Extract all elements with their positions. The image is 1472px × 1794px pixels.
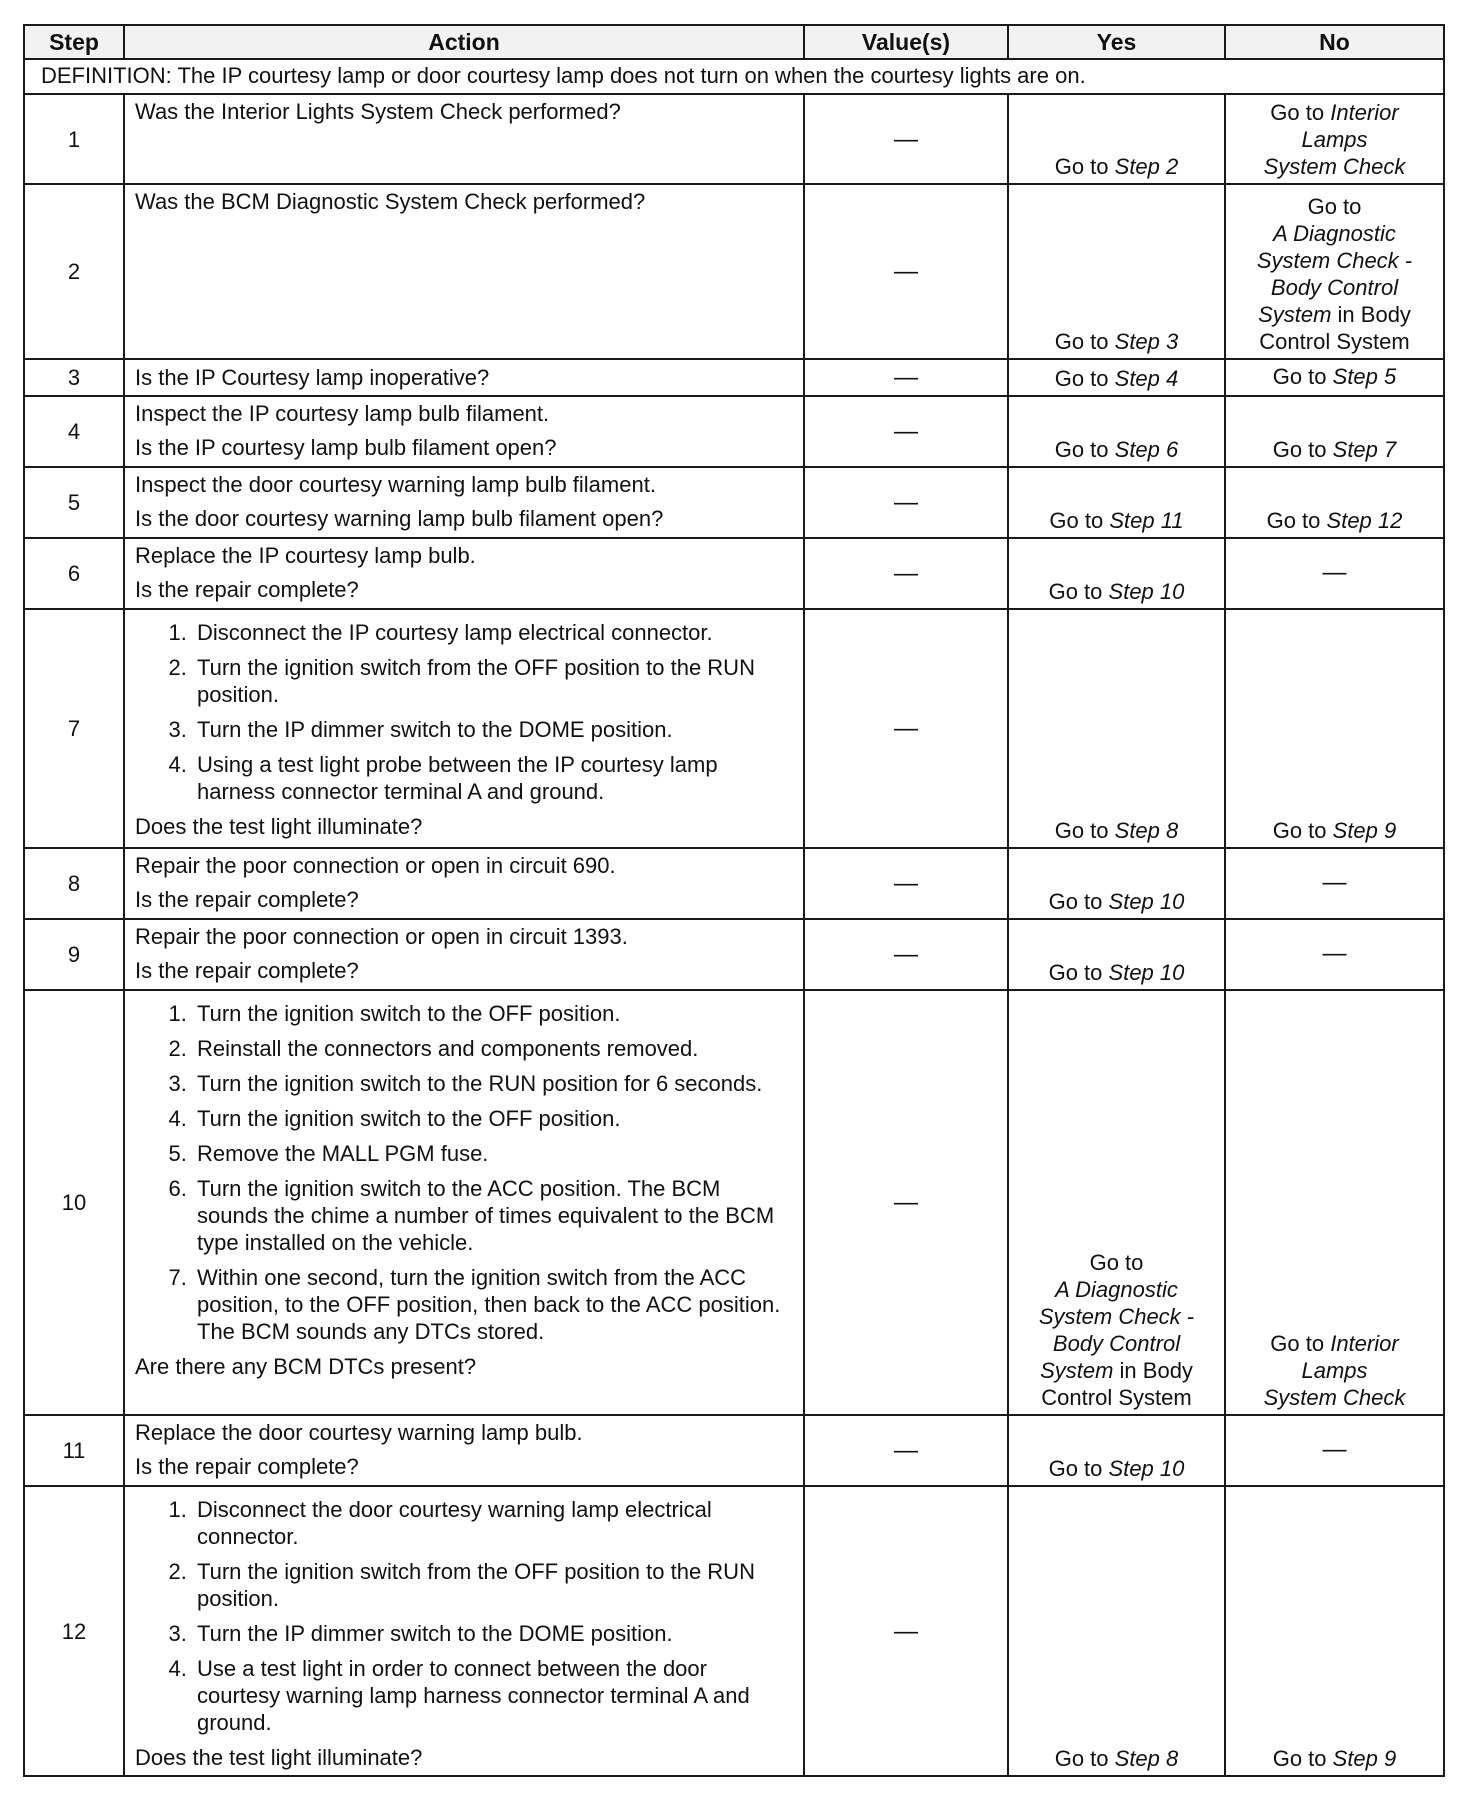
step-link-number[interactable]: 2 — [1166, 154, 1179, 179]
step-link[interactable]: Step — [1108, 960, 1154, 985]
go-to-label: Go to — [1272, 1746, 1327, 1771]
step-link[interactable]: Step — [1108, 579, 1154, 604]
no-cell — [1225, 609, 1444, 848]
step-number: 9 — [24, 919, 124, 990]
table-row — [24, 609, 1444, 848]
procedure-item: 1. Turn the ignition switch to the OFF position. — [193, 1000, 793, 1027]
step-number: 11 — [24, 1415, 124, 1486]
no-dash: — — [1322, 868, 1347, 896]
no-cell — [1225, 396, 1444, 467]
step-link[interactable]: Step — [1114, 437, 1160, 462]
go-to-label: Go to — [1054, 329, 1109, 354]
action-cell — [124, 609, 804, 848]
step-link[interactable]: Step — [1326, 508, 1372, 533]
link-tail: Control System — [1259, 329, 1410, 354]
diagnostic-system-check-link[interactable]: Body Control — [1052, 1331, 1181, 1356]
value-cell — [804, 609, 1008, 848]
step-number: 8 — [24, 848, 124, 919]
value-dash: — — [894, 125, 918, 153]
procedure-item: 4. Use a test light in order to connect between the door courtesy warning lamp harness connector terminal A and ground. — [193, 1655, 793, 1736]
definition-text: DEFINITION: The IP courtesy lamp or door courtesy lamp does not turn on when the courtesy lights are on. — [24, 59, 1444, 94]
no-cell — [1225, 1486, 1444, 1776]
yes-cell — [1008, 1486, 1225, 1776]
go-to-label: Go to — [1272, 363, 1327, 389]
value-cell — [804, 1415, 1008, 1486]
value-cell — [804, 538, 1008, 609]
table-row — [24, 990, 1444, 1415]
procedure-item: 5. Remove the MALL PGM fuse. — [193, 1140, 793, 1167]
go-to-label: Go to — [1049, 508, 1104, 533]
procedure-item: 4. Using a test light probe between the IP courtesy lamp harness connector terminal A and ground. — [193, 751, 793, 805]
step-link-number[interactable]: 8 — [1166, 818, 1179, 843]
action-instruction: Repair the poor connection or open in circuit 1393. — [135, 924, 628, 949]
action-instruction: Replace the door courtesy warning lamp bulb. — [135, 1420, 583, 1445]
value-dash: — — [894, 715, 918, 742]
yes-cell — [1008, 396, 1225, 467]
go-to-label: Go to — [1307, 194, 1362, 219]
procedure-item: 2. Reinstall the connectors and components removed. — [193, 1035, 793, 1062]
go-to-label: Go to — [1272, 437, 1327, 462]
action-cell — [124, 919, 804, 990]
step-link-number[interactable]: 6 — [1166, 437, 1179, 462]
step-link-number[interactable]: 10 — [1159, 579, 1185, 604]
action-question: Is the IP courtesy lamp bulb filament open? — [135, 435, 557, 460]
value-dash: — — [894, 489, 918, 516]
action-cell — [124, 396, 804, 467]
step-number: 6 — [24, 538, 124, 609]
diagnostic-table — [23, 24, 1445, 1777]
step-link-number[interactable]: 5 — [1384, 363, 1397, 389]
step-link[interactable]: Step — [1114, 1746, 1160, 1771]
action-cell — [124, 990, 804, 1415]
step-number: 3 — [24, 359, 124, 396]
value-dash: — — [894, 1617, 918, 1645]
action-cell — [124, 1486, 804, 1776]
table-row — [24, 396, 1444, 467]
no-cell — [1225, 1415, 1444, 1486]
yes-cell — [1008, 1415, 1225, 1486]
no-dash: — — [1322, 1435, 1347, 1463]
procedure-list — [135, 1496, 793, 1736]
step-link-number[interactable]: 3 — [1166, 329, 1179, 354]
step-link[interactable]: Step — [1108, 889, 1154, 914]
yes-cell — [1008, 919, 1225, 990]
step-link-number[interactable]: 9 — [1384, 1746, 1397, 1771]
step-link-number[interactable]: 9 — [1384, 818, 1397, 843]
procedure-item: 2. Turn the ignition switch from the OFF position to the RUN position. — [193, 1558, 793, 1612]
procedure-list — [135, 619, 793, 805]
yes-cell — [1008, 184, 1225, 359]
action-cell — [124, 467, 804, 538]
interior-lamps-link[interactable]: Lamps — [1301, 127, 1368, 152]
action-instruction: Inspect the door courtesy warning lamp bulb filament. — [135, 472, 656, 497]
procedure-item: 4. Turn the ignition switch to the OFF position. — [193, 1105, 793, 1132]
value-cell — [804, 184, 1008, 359]
procedure-item: 3. Turn the IP dimmer switch to the DOME position. — [193, 1620, 793, 1647]
step-link[interactable]: Step — [1332, 437, 1378, 462]
table-row — [24, 359, 1444, 396]
value-dash: — — [894, 418, 918, 445]
step-link[interactable]: Step — [1332, 818, 1378, 843]
procedure-item: 1. Disconnect the door courtesy warning lamp electrical connector. — [193, 1496, 793, 1550]
value-cell — [804, 396, 1008, 467]
action-cell — [124, 848, 804, 919]
value-cell — [804, 990, 1008, 1415]
step-link[interactable]: Step — [1114, 366, 1160, 391]
no-cell — [1225, 538, 1444, 609]
diagnostic-system-check-link[interactable]: Body Control — [1270, 275, 1399, 300]
diagnostic-system-check-link[interactable]: System Check - — [1038, 1304, 1195, 1329]
table-row — [24, 94, 1444, 184]
action-cell — [124, 538, 804, 609]
diagnostic-system-check-link[interactable]: System — [1258, 302, 1332, 327]
step-link-number[interactable]: 10 — [1159, 889, 1185, 914]
step-number: 1 — [24, 94, 124, 184]
go-to-label: Go to — [1270, 100, 1325, 125]
go-to-label: Go to — [1272, 818, 1327, 843]
header-action: Action — [124, 25, 804, 59]
action-question: Is the repair complete? — [135, 1454, 359, 1479]
go-to-label: Go to — [1054, 154, 1109, 179]
go-to-label: Go to — [1054, 1746, 1109, 1771]
value-cell — [804, 94, 1008, 184]
go-to-label: Go to — [1089, 1250, 1144, 1275]
header-row — [24, 25, 1444, 59]
step-link-number[interactable]: 10 — [1159, 1456, 1185, 1481]
step-link-number[interactable]: 4 — [1166, 366, 1179, 391]
step-number: 10 — [24, 990, 124, 1415]
action-instruction: Replace the IP courtesy lamp bulb. — [135, 543, 476, 568]
no-cell — [1225, 94, 1444, 184]
action-question: Does the test light illuminate? — [135, 1745, 423, 1770]
step-link[interactable]: Step — [1332, 1746, 1378, 1771]
value-cell — [804, 359, 1008, 396]
value-dash: — — [894, 560, 918, 587]
link-tail: Control System — [1041, 1385, 1192, 1410]
procedure-item: 7. Within one second, turn the ignition switch from the ACC position, to the OFF position, then back to the ACC position. The BCM sounds any DTCs stored. — [193, 1264, 793, 1345]
header-yes: Yes — [1008, 25, 1225, 59]
header-step: Step — [24, 25, 124, 59]
yes-cell — [1008, 94, 1225, 184]
value-dash: — — [894, 1189, 918, 1216]
diagnostic-system-check-link[interactable]: A Diagnostic — [1273, 221, 1396, 246]
no-cell — [1225, 919, 1444, 990]
action-question: Is the repair complete? — [135, 577, 359, 602]
action-instruction: Repair the poor connection or open in circuit 690. — [135, 853, 616, 878]
go-to-label: Go to — [1048, 579, 1103, 604]
no-dash: — — [1322, 558, 1347, 586]
interior-lamps-link[interactable]: Lamps — [1301, 1358, 1368, 1383]
value-dash: — — [894, 941, 918, 968]
yes-cell — [1008, 990, 1225, 1415]
step-number: 5 — [24, 467, 124, 538]
go-to-label: Go to — [1270, 1331, 1325, 1356]
action-question: Was the Interior Lights System Check performed? — [135, 99, 621, 124]
value-dash: — — [894, 258, 918, 285]
value-dash: — — [894, 364, 918, 391]
action-cell — [124, 184, 804, 359]
step-link-number[interactable]: 12 — [1377, 508, 1403, 533]
table-row — [24, 1486, 1444, 1776]
step-number: 4 — [24, 396, 124, 467]
interior-lamps-link[interactable]: Interior — [1330, 1331, 1399, 1356]
action-cell — [124, 94, 804, 184]
step-link[interactable]: Step — [1114, 329, 1160, 354]
interior-lamps-link[interactable]: System Check — [1263, 154, 1406, 179]
action-question: Is the door courtesy warning lamp bulb filament open? — [135, 506, 664, 531]
value-cell — [804, 919, 1008, 990]
procedure-list — [135, 1000, 793, 1345]
table-row — [24, 538, 1444, 609]
value-dash: — — [894, 870, 918, 897]
step-link[interactable]: Step — [1114, 154, 1160, 179]
action-question: Is the repair complete? — [135, 958, 359, 983]
action-question: Is the repair complete? — [135, 887, 359, 912]
procedure-item: 1. Disconnect the IP courtesy lamp electrical connector. — [193, 619, 793, 646]
value-cell — [804, 467, 1008, 538]
interior-lamps-link[interactable]: Interior — [1330, 100, 1399, 125]
no-cell — [1225, 848, 1444, 919]
step-link-number[interactable]: 7 — [1384, 437, 1397, 462]
no-cell — [1225, 359, 1444, 396]
no-dash: — — [1322, 939, 1347, 967]
procedure-item: 3. Turn the ignition switch to the RUN position for 6 seconds. — [193, 1070, 793, 1097]
yes-cell — [1008, 609, 1225, 848]
action-question: Was the BCM Diagnostic System Check performed? — [135, 189, 646, 214]
diagnostic-system-check-link[interactable]: System — [1040, 1358, 1114, 1383]
go-to-label: Go to — [1048, 1456, 1103, 1481]
action-cell — [124, 359, 804, 396]
table-row — [24, 1415, 1444, 1486]
action-question: Is the IP Courtesy lamp inoperative? — [135, 365, 490, 390]
action-cell — [124, 1415, 804, 1486]
action-instruction: Inspect the IP courtesy lamp bulb filament. — [135, 401, 550, 426]
definition-row — [24, 59, 1444, 94]
table-row — [24, 467, 1444, 538]
no-cell — [1225, 184, 1444, 359]
header-values: Value(s) — [804, 25, 1008, 59]
no-cell — [1225, 467, 1444, 538]
value-cell — [804, 1486, 1008, 1776]
step-number: 12 — [24, 1486, 124, 1776]
interior-lamps-link[interactable]: System Check — [1263, 1385, 1406, 1410]
link-tail: in Body — [1337, 302, 1411, 327]
header-no: No — [1225, 25, 1444, 59]
go-to-label: Go to — [1048, 960, 1103, 985]
value-dash: — — [894, 1437, 918, 1464]
diagnostic-system-check-link[interactable]: System Check - — [1256, 248, 1413, 273]
yes-cell — [1008, 359, 1225, 396]
table-row — [24, 848, 1444, 919]
procedure-item: 3. Turn the IP dimmer switch to the DOME position. — [193, 716, 793, 743]
action-question: Does the test light illuminate? — [135, 814, 423, 839]
step-link-number[interactable]: 11 — [1160, 508, 1184, 533]
value-cell — [804, 848, 1008, 919]
go-to-label: Go to — [1048, 889, 1103, 914]
yes-cell — [1008, 467, 1225, 538]
step-link[interactable]: Step — [1114, 818, 1160, 843]
step-link-number[interactable]: 10 — [1159, 960, 1185, 985]
step-link[interactable]: Step — [1109, 508, 1155, 533]
go-to-label: Go to — [1054, 818, 1109, 843]
go-to-label: Go to — [1054, 437, 1109, 462]
step-link[interactable]: Step — [1108, 1456, 1154, 1481]
action-question: Are there any BCM DTCs present? — [135, 1354, 477, 1379]
procedure-item: 6. Turn the ignition switch to the ACC position. The BCM sounds the chime a number of times equivalent to the BCM type installed on the vehicle. — [193, 1175, 793, 1256]
step-link-number[interactable]: 8 — [1166, 1746, 1179, 1771]
link-tail: in Body — [1119, 1358, 1193, 1383]
yes-cell — [1008, 538, 1225, 609]
table-row — [24, 919, 1444, 990]
step-number: 7 — [24, 609, 124, 848]
diagnostic-system-check-link[interactable]: A Diagnostic — [1055, 1277, 1178, 1302]
yes-cell — [1008, 848, 1225, 919]
go-to-label: Go to — [1266, 508, 1321, 533]
table-row — [24, 184, 1444, 359]
step-link[interactable]: Step — [1332, 363, 1378, 389]
step-number: 2 — [24, 184, 124, 359]
no-cell — [1225, 990, 1444, 1415]
procedure-item: 2. Turn the ignition switch from the OFF position to the RUN position. — [193, 654, 793, 708]
go-to-label: Go to — [1054, 366, 1109, 391]
